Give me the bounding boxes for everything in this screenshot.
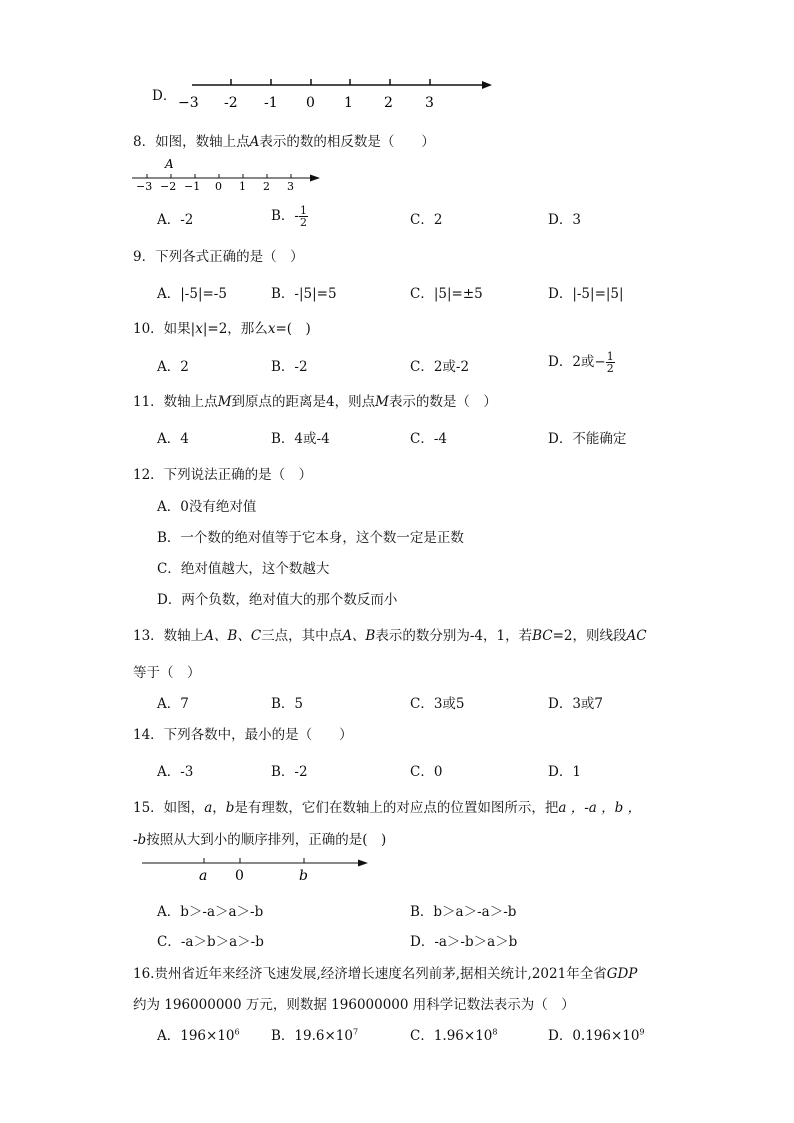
- q15-label-a: a: [199, 868, 208, 884]
- q15-number-line: [138, 852, 373, 886]
- q14-option-c[interactable]: C．0: [410, 764, 443, 780]
- q8-option-d[interactable]: D．3: [548, 212, 581, 228]
- q8-point-a-label: A: [165, 157, 174, 171]
- q15-label-b: b: [299, 868, 308, 884]
- q8-tick-label: 0: [215, 180, 222, 193]
- q8-option-b-fraction: $\frac{1}{2}$: [299, 204, 307, 229]
- q15-stem-line2: -b按照从大到小的顺序排列，正确的是( ): [133, 832, 387, 848]
- q16-stem-line1: 16.贵州省近年来经济飞速发展,经济增长速度名列前茅,据相关统计,2021年全省GDP: [133, 966, 638, 982]
- q7-tick-label: -2: [224, 95, 238, 111]
- q11-option-a[interactable]: A．4: [157, 431, 189, 447]
- q12-option-c[interactable]: C．绝对值越大，这个数越大: [157, 561, 330, 577]
- q12-option-b[interactable]: B．一个数的绝对值等于它本身，这个数一定是正数: [157, 530, 464, 546]
- q8-tick-label: 1: [239, 180, 246, 193]
- q14-option-d[interactable]: D．1: [548, 764, 581, 780]
- q12-option-a[interactable]: A．0没有绝对值: [157, 499, 257, 515]
- q10-stem: 10．如果|x|=2，那么x=( ): [133, 321, 311, 337]
- q12-option-d[interactable]: D．两个负数，绝对值大的那个数反而小: [157, 592, 398, 608]
- q13-option-a[interactable]: A．7: [157, 696, 189, 712]
- q16-option-d[interactable]: D．$0.196\times 10^9$: [548, 1027, 645, 1044]
- q15-option-b[interactable]: B．b＞a＞-a＞-b: [410, 904, 517, 920]
- q11-stem: 11．数轴上点M到原点的距离是4，则点M表示的数是（ ）: [133, 394, 497, 410]
- q11-option-b[interactable]: B．4或-4: [271, 431, 330, 447]
- q9-option-b[interactable]: B．-|5|=5: [271, 286, 337, 302]
- q13-option-b[interactable]: B．5: [271, 696, 304, 712]
- q15-option-d[interactable]: D．-a＞-b＞a＞b: [410, 934, 518, 950]
- q13-option-d[interactable]: D．3或7: [548, 696, 604, 712]
- q7-tick-label: −3: [178, 95, 199, 111]
- q14-stem: 14．下列各数中，最小的是（ ）: [133, 727, 353, 743]
- q10-option-c[interactable]: C．2或-2: [410, 359, 470, 375]
- q12-stem: 12．下列说法正确的是（ ）: [133, 467, 313, 483]
- q11-option-c[interactable]: C．-4: [410, 431, 447, 447]
- q16-option-c[interactable]: C．$1.96\times 10^8$: [410, 1027, 498, 1044]
- q8-axis-arrow: [310, 175, 320, 182]
- q9-stem: 9．下列各式正确的是（ ）: [133, 249, 304, 265]
- q10-option-a[interactable]: A．2: [157, 359, 189, 375]
- q16-stem-line2: 约为 196000000 万元，则数据 196000000 用科学记数法表示为（ ）: [133, 997, 575, 1013]
- q8-option-a[interactable]: A．-2: [157, 212, 194, 228]
- q15-stem-line1: 15．如图，a，b是有理数，它们在数轴上的对应点的位置如图所示，把a ，-a ，b ，: [133, 800, 642, 816]
- q7-axis-arrow: [482, 81, 492, 89]
- q14-option-a[interactable]: A．-3: [157, 764, 194, 780]
- q7-tick-label: 1: [344, 95, 353, 111]
- q8-number-line: [130, 155, 330, 195]
- q16-option-b[interactable]: B．$19.6\times 10^7$: [271, 1027, 359, 1044]
- q9-option-d[interactable]: D．|-5|=|5|: [548, 286, 624, 302]
- q8-option-b[interactable]: B．- $\frac{1}{2}$: [271, 204, 307, 229]
- q13-option-c[interactable]: C．3或5: [410, 696, 465, 712]
- q9-option-c[interactable]: C．|5|=±5: [410, 286, 483, 302]
- q11-option-d[interactable]: D．不能确定: [548, 431, 627, 447]
- q15-option-a[interactable]: A．b＞-a＞a＞-b: [157, 904, 264, 920]
- q8-tick-label: 2: [263, 180, 270, 193]
- q10-option-d[interactable]: D．2或− $\frac{1}{2}$: [548, 350, 614, 375]
- q7-tick-label: 0: [306, 95, 315, 111]
- q8-tick-label: −1: [184, 180, 201, 193]
- q9-option-a[interactable]: A．|-5|=-5: [157, 286, 227, 302]
- q14-option-b[interactable]: B．-2: [271, 764, 308, 780]
- q7-tick-label: -1: [264, 95, 278, 111]
- q15-option-c[interactable]: C．-a＞b＞a＞-b: [157, 934, 264, 950]
- q13-stem-line2: 等于（ ）: [133, 665, 201, 681]
- q16-option-a[interactable]: A．$196\times 10^6$: [157, 1027, 240, 1044]
- q8-option-c[interactable]: C．2: [410, 212, 443, 228]
- q15-axis-arrow: [358, 860, 368, 867]
- q7-tick-label: 3: [425, 95, 434, 111]
- q13-stem-line1: 13．数轴上A、B、C三点，其中点A、B表示的数分别为-4，1，若BC=2，则线段AC: [133, 628, 647, 644]
- q15-label-0: 0: [235, 868, 244, 884]
- q10-option-d-fraction: $\frac{1}{2}$: [606, 350, 614, 375]
- q8-tick-label: −3: [136, 180, 153, 193]
- q7-number-line: [170, 70, 500, 115]
- q7-option-d-label: D．: [152, 88, 177, 104]
- q8-tick-label: 3: [287, 180, 294, 193]
- q8-stem: 8．如图，数轴上点A表示的数的相反数是（ ）: [133, 134, 435, 150]
- q10-option-b[interactable]: B．-2: [271, 359, 308, 375]
- q7-tick-label: 2: [384, 95, 393, 111]
- q8-tick-label: −2: [160, 180, 177, 193]
